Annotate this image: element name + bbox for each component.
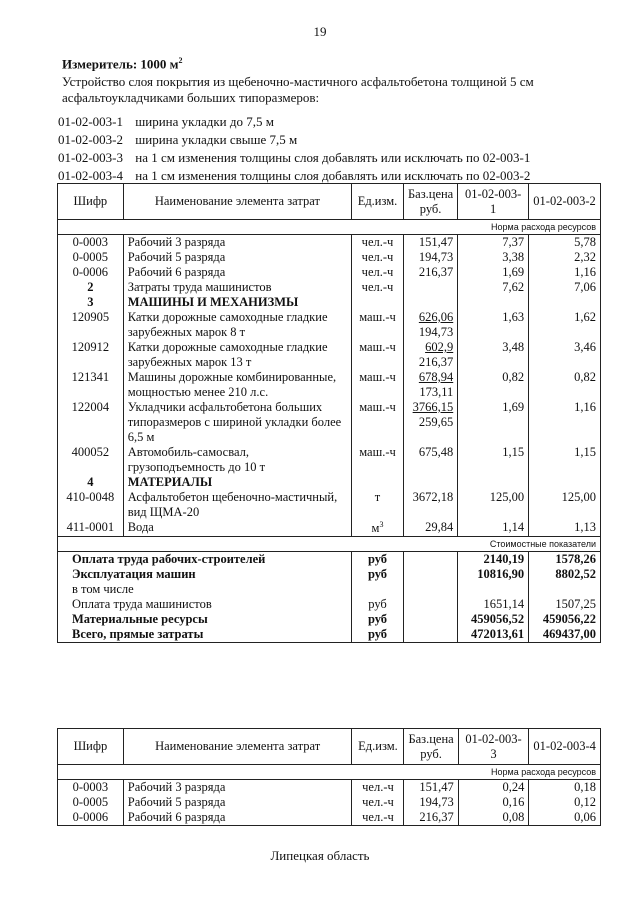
work-description: Устройство слоя покрытия из щебеночно-мастичного асфальтобетона толщиной 5 см асфальтоукладчиками больших типоразмеров: xyxy=(62,74,534,105)
row-value-2: 0,06 xyxy=(529,810,601,826)
row-price-value: 216,37 xyxy=(418,265,454,279)
row-code: 0-0005 xyxy=(58,250,124,265)
row-name: Автомобиль-самосвал, грузоподъемность до 10 т xyxy=(123,445,351,475)
code-list xyxy=(58,113,530,185)
row-unit xyxy=(352,475,404,490)
totals-empty xyxy=(403,567,457,582)
header-col-1: 01-02-003-3 xyxy=(458,729,529,765)
totals-name: Оплата труда рабочих-строителей xyxy=(58,552,352,568)
row-value-2: 2,32 xyxy=(529,250,601,265)
totals-row xyxy=(58,582,601,597)
totals-empty xyxy=(403,597,457,612)
table-row xyxy=(58,280,601,295)
totals-row xyxy=(58,627,601,643)
row-value-2: 3,46 xyxy=(529,340,601,370)
code: 01-02-003-4 xyxy=(58,168,123,183)
row-value-1: 0,24 xyxy=(458,780,529,796)
row-code: 0-0006 xyxy=(58,265,124,280)
row-unit xyxy=(352,370,404,400)
totals-empty xyxy=(403,582,457,597)
totals-name: Эксплуатация машин xyxy=(58,567,352,582)
totals-empty xyxy=(403,552,457,568)
row-name: Катки дорожные самоходные гладкие зарубежных марок 8 т xyxy=(123,310,351,340)
row-unit xyxy=(352,295,404,310)
header-unit: Ед.изм. xyxy=(352,184,404,220)
row-price xyxy=(403,400,457,445)
row-name: Рабочий 6 разряда xyxy=(123,810,352,826)
row-unit xyxy=(352,445,404,475)
row-unit xyxy=(352,520,404,537)
row-unit-text: м xyxy=(371,521,380,536)
row-unit: чел.-ч xyxy=(352,795,404,810)
row-price xyxy=(403,475,457,490)
row-price xyxy=(403,235,457,251)
code: 01-02-003-1 xyxy=(58,114,123,129)
row-value-2: 0,12 xyxy=(529,795,601,810)
header-code: Шифр xyxy=(58,729,124,765)
row-unit xyxy=(352,235,404,251)
row-unit xyxy=(352,340,404,370)
totals-unit: руб xyxy=(352,627,404,643)
row-price-machinist: 216,37 xyxy=(418,355,454,369)
row-value-2 xyxy=(529,295,601,310)
table-1-body xyxy=(58,235,601,537)
row-name: Асфальтобетон щебеночно-мастичный, вид ЩМА-20 xyxy=(123,490,351,520)
row-name: Рабочий 5 разряда xyxy=(123,250,351,265)
code-text: на 1 см изменения толщины слоя добавлять или исключать по 02-003-1 xyxy=(135,150,531,165)
code-list-item xyxy=(58,113,530,131)
row-unit-text: маш.-ч xyxy=(359,340,396,354)
row-value-2: 0,18 xyxy=(529,780,601,796)
row-code: 400052 xyxy=(58,445,124,475)
totals-name: Материальные ресурсы xyxy=(58,612,352,627)
totals-name: Оплата труда машинистов xyxy=(58,597,352,612)
totals-row xyxy=(58,597,601,612)
row-unit xyxy=(352,310,404,340)
totals-body xyxy=(58,552,601,643)
row-price-value: 675,48 xyxy=(418,445,454,459)
row-price xyxy=(403,265,457,280)
header-col-2: 01-02-003-4 xyxy=(529,729,601,765)
row-code: 0-0005 xyxy=(58,795,124,810)
code-text: ширина укладки до 7,5 м xyxy=(135,114,274,129)
row-unit-text: чел.-ч xyxy=(361,235,394,249)
row-value-2: 5,78 xyxy=(529,235,601,251)
row-price-value: 3766,15 xyxy=(412,400,454,414)
totals-value-2: 1507,25 xyxy=(529,597,601,612)
row-name: Укладчики асфальтобетона больших типоразмеров с шириной укладки более 6,5 м xyxy=(123,400,351,445)
code-list-item xyxy=(58,131,530,149)
row-value-1: 0,82 xyxy=(458,370,529,400)
header-name: Наименование элемента затрат xyxy=(123,729,352,765)
row-value-1: 125,00 xyxy=(458,490,529,520)
table-row xyxy=(58,235,601,251)
totals-name: Всего, прямые затраты xyxy=(58,627,352,643)
row-value-1: 3,48 xyxy=(458,340,529,370)
totals-value-1: 10816,90 xyxy=(458,567,529,582)
row-price-value: 3672,18 xyxy=(412,490,454,504)
cost-subheader-row xyxy=(58,537,601,552)
cost-subheader: Стоимостные показатели xyxy=(58,537,601,552)
row-value-1 xyxy=(458,475,529,490)
totals-unit: руб xyxy=(352,597,404,612)
row-price xyxy=(403,340,457,370)
row-price: 216,37 xyxy=(404,810,458,826)
row-value-2 xyxy=(529,475,601,490)
row-price-machinist: 194,73 xyxy=(418,325,454,339)
meter-superscript: 2 xyxy=(178,56,183,65)
row-name: Рабочий 3 разряда xyxy=(123,235,351,251)
row-value-1: 1,63 xyxy=(458,310,529,340)
row-value-1: 1,15 xyxy=(458,445,529,475)
row-price xyxy=(403,310,457,340)
row-unit: чел.-ч xyxy=(352,780,404,796)
row-value-2: 1,62 xyxy=(529,310,601,340)
header-col-1: 01-02-003-1 xyxy=(458,184,529,220)
row-code: 411-0001 xyxy=(58,520,124,537)
code-text: на 1 см изменения толщины слоя добавлять или исключать по 02-003-2 xyxy=(135,168,531,183)
table-row xyxy=(58,520,601,537)
resource-table-1 xyxy=(57,183,601,643)
totals-row xyxy=(58,567,601,582)
header-code: Шифр xyxy=(58,184,124,220)
row-unit-text: маш.-ч xyxy=(359,400,396,414)
header-col-2: 01-02-003-2 xyxy=(529,184,601,220)
totals-row xyxy=(58,612,601,627)
row-value-1: 1,14 xyxy=(458,520,529,537)
table-row xyxy=(58,295,601,310)
totals-value-2: 8802,52 xyxy=(529,567,601,582)
row-code: 121341 xyxy=(58,370,124,400)
row-name: Рабочий 5 разряда xyxy=(123,795,352,810)
row-unit xyxy=(352,265,404,280)
table-row xyxy=(58,445,601,475)
row-name: Рабочий 6 разряда xyxy=(123,265,351,280)
totals-value-1: 459056,52 xyxy=(458,612,529,627)
row-code: 410-0048 xyxy=(58,490,124,520)
row-code: 0-0006 xyxy=(58,810,124,826)
row-unit-text: т xyxy=(374,490,381,504)
row-code: 120905 xyxy=(58,310,124,340)
header-price: Баз.цена руб. xyxy=(403,184,457,220)
row-price xyxy=(403,295,457,310)
row-name: Рабочий 3 разряда xyxy=(123,780,352,796)
row-price-value: 602,9 xyxy=(425,340,454,354)
row-value-1: 1,69 xyxy=(458,265,529,280)
norm-subheader: Норма расхода ресурсов xyxy=(58,765,601,780)
meter-label: Измеритель: 1000 м xyxy=(62,56,179,72)
row-price: 151,47 xyxy=(404,780,458,796)
row-code: 120912 xyxy=(58,340,124,370)
code: 01-02-003-3 xyxy=(58,150,123,165)
table-row xyxy=(58,810,601,826)
row-code: 0-0003 xyxy=(58,780,124,796)
totals-row xyxy=(58,552,601,568)
row-code: 0-0003 xyxy=(58,235,124,251)
totals-empty xyxy=(403,612,457,627)
row-unit-text: чел.-ч xyxy=(361,280,394,294)
code: 01-02-003-2 xyxy=(58,132,123,147)
row-name: Вода xyxy=(123,520,351,537)
table-header-row xyxy=(58,729,601,765)
row-price xyxy=(403,520,457,537)
row-unit: чел.-ч xyxy=(352,810,404,826)
page-number: 19 xyxy=(313,24,327,39)
row-value-2: 0,82 xyxy=(529,370,601,400)
row-value-1: 7,37 xyxy=(458,235,529,251)
resource-table-2 xyxy=(57,728,601,826)
row-value-1: 7,62 xyxy=(458,280,529,295)
row-price-value: 194,73 xyxy=(418,250,454,264)
row-value-2: 125,00 xyxy=(529,490,601,520)
table-row xyxy=(58,780,601,796)
row-value-2: 1,13 xyxy=(529,520,601,537)
table-row xyxy=(58,490,601,520)
table-row xyxy=(58,475,601,490)
totals-empty xyxy=(403,627,457,643)
row-value-2: 1,15 xyxy=(529,445,601,475)
table-row xyxy=(58,250,601,265)
header-name: Наименование элемента затрат xyxy=(123,184,351,220)
row-unit-text: маш.-ч xyxy=(359,310,396,324)
row-value-1: 0,08 xyxy=(458,810,529,826)
row-value-1 xyxy=(458,295,529,310)
totals-value-2: 1578,26 xyxy=(529,552,601,568)
row-unit-text: маш.-ч xyxy=(359,370,396,384)
table-row xyxy=(58,795,601,810)
totals-name: в том числе xyxy=(58,582,352,597)
row-price: 194,73 xyxy=(404,795,458,810)
totals-value-2: 459056,22 xyxy=(529,612,601,627)
table-row xyxy=(58,400,601,445)
row-unit xyxy=(352,490,404,520)
subheader-row xyxy=(58,220,601,235)
row-unit-text: чел.-ч xyxy=(361,265,394,279)
totals-value-2 xyxy=(529,582,601,597)
table-row xyxy=(58,340,601,370)
totals-unit xyxy=(352,582,404,597)
table-row xyxy=(58,265,601,280)
row-value-1: 0,16 xyxy=(458,795,529,810)
totals-unit: руб xyxy=(352,612,404,627)
table-2-body xyxy=(58,780,601,826)
code-text: ширина укладки свыше 7,5 м xyxy=(135,132,298,147)
meter-heading xyxy=(62,56,183,72)
row-unit-sup: 3 xyxy=(379,520,384,529)
totals-value-1: 472013,61 xyxy=(458,627,529,643)
totals-value-1: 1651,14 xyxy=(458,597,529,612)
row-price xyxy=(403,370,457,400)
header-unit: Ед.изм. xyxy=(352,729,404,765)
totals-value-1 xyxy=(458,582,529,597)
row-name: МАШИНЫ И МЕХАНИЗМЫ xyxy=(123,295,351,310)
row-price xyxy=(403,490,457,520)
row-price-value: 626,06 xyxy=(418,310,454,324)
row-price-machinist: 173,11 xyxy=(419,385,454,399)
row-code: 4 xyxy=(58,475,124,490)
table-row xyxy=(58,370,601,400)
row-unit xyxy=(352,250,404,265)
row-value-2: 1,16 xyxy=(529,265,601,280)
row-unit-text: маш.-ч xyxy=(359,445,396,459)
row-code: 3 xyxy=(58,295,124,310)
row-code: 2 xyxy=(58,280,124,295)
row-price-value: 151,47 xyxy=(418,235,454,249)
region-footer: Липецкая область xyxy=(270,848,370,863)
totals-unit: руб xyxy=(352,552,404,568)
norm-subheader: Норма расхода ресурсов xyxy=(58,220,601,235)
row-price xyxy=(403,280,457,295)
row-name: Затраты труда машинистов xyxy=(123,280,351,295)
row-price xyxy=(403,250,457,265)
row-value-1: 3,38 xyxy=(458,250,529,265)
totals-unit: руб xyxy=(352,567,404,582)
totals-value-2: 469437,00 xyxy=(529,627,601,643)
row-name: МАТЕРИАЛЫ xyxy=(123,475,351,490)
row-name: Машины дорожные комбинированные, мощностью менее 210 л.с. xyxy=(123,370,351,400)
table-row xyxy=(58,310,601,340)
row-unit xyxy=(352,400,404,445)
row-price xyxy=(403,445,457,475)
row-price-machinist: 259,65 xyxy=(418,415,454,429)
totals-value-1: 2140,19 xyxy=(458,552,529,568)
row-value-1: 1,69 xyxy=(458,400,529,445)
row-value-2: 1,16 xyxy=(529,400,601,445)
row-value-2: 7,06 xyxy=(529,280,601,295)
header-price: Баз.цена руб. xyxy=(404,729,458,765)
row-price-value: 678,94 xyxy=(418,370,454,384)
row-name: Катки дорожные самоходные гладкие зарубежных марок 13 т xyxy=(123,340,351,370)
row-code: 122004 xyxy=(58,400,124,445)
table-header-row xyxy=(58,184,601,220)
code-list-item xyxy=(58,149,530,167)
row-price-value: 29,84 xyxy=(425,520,454,534)
row-unit xyxy=(352,280,404,295)
row-unit-text: чел.-ч xyxy=(361,250,394,264)
subheader-row xyxy=(58,765,601,780)
